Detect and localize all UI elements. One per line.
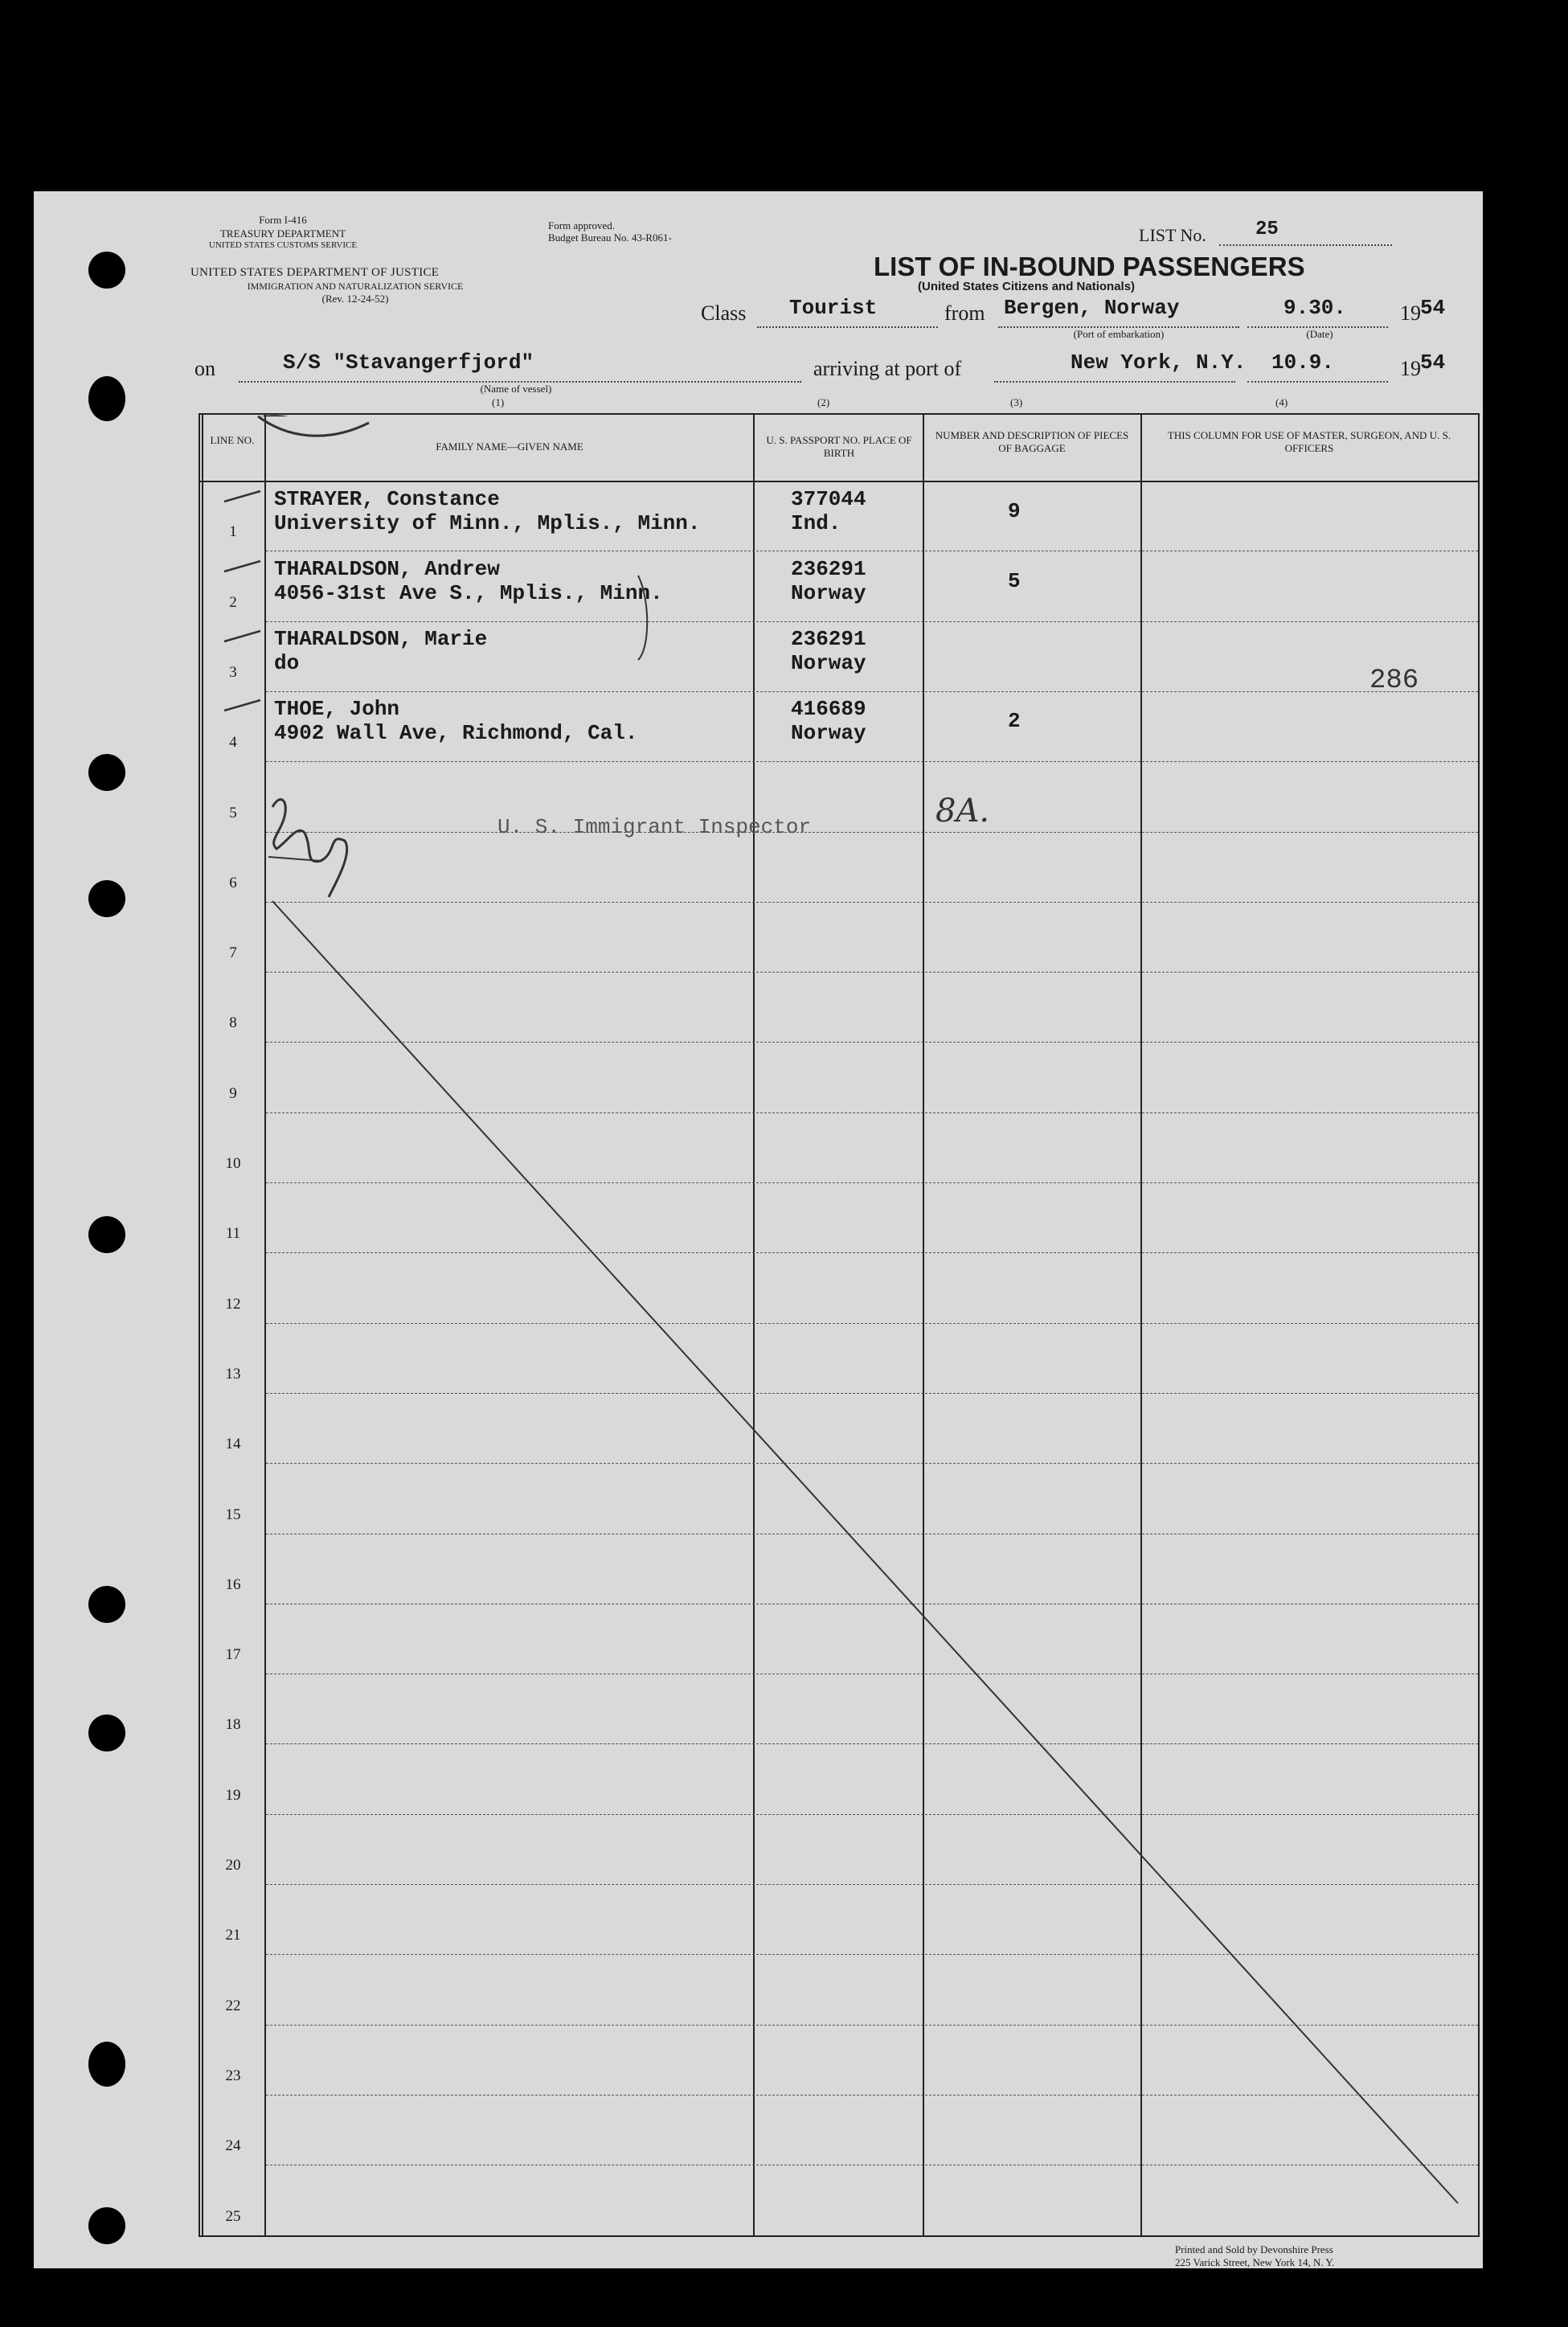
passenger-4-birthplace: Norway — [791, 721, 866, 745]
header-name: FAMILY NAME—GIVEN NAME — [436, 440, 583, 453]
passenger-2-baggage: 5 — [1008, 569, 1021, 593]
line-number: 17 — [225, 1646, 241, 1664]
passenger-2-passport: 236291 — [791, 557, 866, 581]
line-number: 1 — [229, 523, 237, 541]
treasury-label: TREASURY DEPARTMENT — [219, 227, 346, 240]
justice-label: UNITED STATES DEPARTMENT OF JUSTICE — [190, 266, 440, 279]
budget-bureau: Budget Bureau No. 43-R061- — [548, 231, 672, 244]
year-value: 54 — [1420, 296, 1446, 320]
arrival-date: 10.9. — [1271, 350, 1335, 375]
passenger-2-birthplace: Norway — [791, 581, 866, 605]
line-number: 11 — [225, 1225, 241, 1243]
line-number: 13 — [225, 1365, 241, 1383]
passenger-3-birthplace: Norway — [791, 651, 866, 675]
list-number-label: LIST No. — [1139, 225, 1206, 245]
passenger-1-passport: 377044 — [791, 487, 866, 511]
printer-line-2: 225 Varick Street, New York 14, N. Y. — [1175, 2256, 1335, 2268]
passenger-3-address: do — [274, 651, 300, 675]
column-number-1: (1) — [492, 396, 505, 408]
header-passport: U. S. PASSPORT NO. PLACE OF BIRTH — [766, 434, 912, 459]
year-prefix: 19 — [1400, 301, 1421, 325]
line-number: 7 — [229, 944, 237, 962]
punch-hole — [88, 2042, 125, 2087]
embarkation-port: Bergen, Norway — [1004, 296, 1180, 320]
passenger-1-address: University of Minn., Mplis., Minn. — [274, 511, 701, 535]
line-number: 16 — [225, 1575, 241, 1593]
header-baggage: NUMBER AND DESCRIPTION OF PIECES OF BAGGAGE — [935, 429, 1129, 454]
inspector-stamp: U. S. Immigrant Inspector — [497, 815, 812, 839]
punch-hole — [88, 754, 125, 791]
from-label: from — [944, 301, 985, 325]
form-approved: Form approved. — [548, 219, 616, 231]
date-caption: (Date) — [1306, 328, 1333, 340]
punch-hole — [88, 880, 125, 917]
form-page — [34, 191, 1483, 2268]
line-number: 18 — [225, 1716, 241, 1734]
passenger-1-baggage: 9 — [1008, 499, 1021, 523]
vessel-caption: (Name of vessel) — [480, 383, 552, 395]
column-number-3: (3) — [1010, 396, 1023, 408]
passenger-3-passport: 236291 — [791, 627, 866, 651]
passenger-4-baggage: 2 — [1008, 709, 1021, 733]
arrival-port: New York, N.Y. — [1071, 350, 1247, 375]
passenger-2-name: THARALDSON, Andrew — [274, 557, 500, 581]
class-value: Tourist — [789, 296, 878, 320]
class-label: Class — [701, 301, 747, 325]
ins-label: IMMIGRATION AND NATURALIZATION SERVICE — [247, 281, 464, 292]
vessel-name: S/S "Stavangerfjord" — [283, 350, 534, 375]
column-number-4: (4) — [1275, 396, 1288, 408]
pen-marks — [200, 415, 1478, 2235]
line-number: 24 — [225, 2137, 241, 2155]
arrival-year-prefix: 19 — [1400, 357, 1421, 380]
line-number: 12 — [225, 1295, 241, 1313]
printer-line-1: Printed and Sold by Devonshire Press — [1175, 2243, 1333, 2255]
line-number: 4 — [229, 734, 237, 752]
passenger-1-name: STRAYER, Constance — [274, 487, 500, 511]
customs-label: UNITED STATES CUSTOMS SERVICE — [208, 240, 358, 250]
embarkation-date: 9.30. — [1283, 296, 1347, 320]
line-number: 9 — [229, 1084, 237, 1102]
line-number: 23 — [225, 2067, 241, 2084]
passenger-3-name: THARALDSON, Marie — [274, 627, 488, 651]
line-number: 2 — [229, 593, 237, 611]
passenger-table — [199, 413, 1480, 2237]
inspector-mark: 8A. — [935, 793, 990, 830]
passenger-2-address: 4056-31st Ave S., Mplis., Minn. — [274, 581, 663, 605]
revision-label: (Rev. 12-24-52) — [321, 293, 389, 305]
header-line-no: LINE NO. — [210, 434, 255, 446]
passenger-1-birthplace: Ind. — [791, 511, 841, 535]
line-number: 14 — [225, 1436, 241, 1453]
punch-hole — [88, 2207, 125, 2244]
line-number: 21 — [225, 1927, 241, 1944]
line-number: 25 — [225, 2207, 241, 2225]
line-number: 22 — [225, 1997, 241, 2014]
form-number: Form I-416 — [259, 214, 307, 226]
punch-hole — [88, 252, 125, 289]
line-number: 8 — [229, 1014, 237, 1032]
line-number: 10 — [225, 1155, 241, 1172]
line-number: 3 — [229, 663, 237, 681]
line-number: 6 — [229, 874, 237, 891]
on-label: on — [194, 357, 215, 380]
passenger-4-address: 4902 Wall Ave, Richmond, Cal. — [274, 721, 638, 745]
embarkation-caption: (Port of embarkation) — [1073, 328, 1165, 340]
arriving-label: arriving at port of — [813, 357, 962, 380]
line-number: 15 — [225, 1506, 241, 1523]
form-title: LIST OF IN-BOUND PASSENGERS — [874, 252, 1305, 281]
punch-hole — [88, 1715, 125, 1751]
passenger-4-passport: 416689 — [791, 697, 866, 721]
line-number: 5 — [229, 804, 237, 821]
passenger-4-name: THOE, John — [274, 697, 400, 721]
list-number-value: 25 — [1255, 219, 1279, 240]
form-subtitle: (United States Citizens and Nationals) — [918, 280, 1136, 293]
officer-note: 286 — [1369, 666, 1419, 696]
punch-hole — [88, 376, 125, 421]
header-officers: THIS COLUMN FOR USE OF MASTER, SURGEON, AND U. S. OFFICERS — [1167, 429, 1451, 454]
punch-hole — [88, 1586, 125, 1623]
punch-hole — [88, 1216, 125, 1253]
arrival-year: 54 — [1420, 350, 1446, 375]
line-number: 19 — [225, 1786, 241, 1804]
line-number: 20 — [225, 1857, 241, 1874]
column-number-2: (2) — [817, 396, 830, 408]
